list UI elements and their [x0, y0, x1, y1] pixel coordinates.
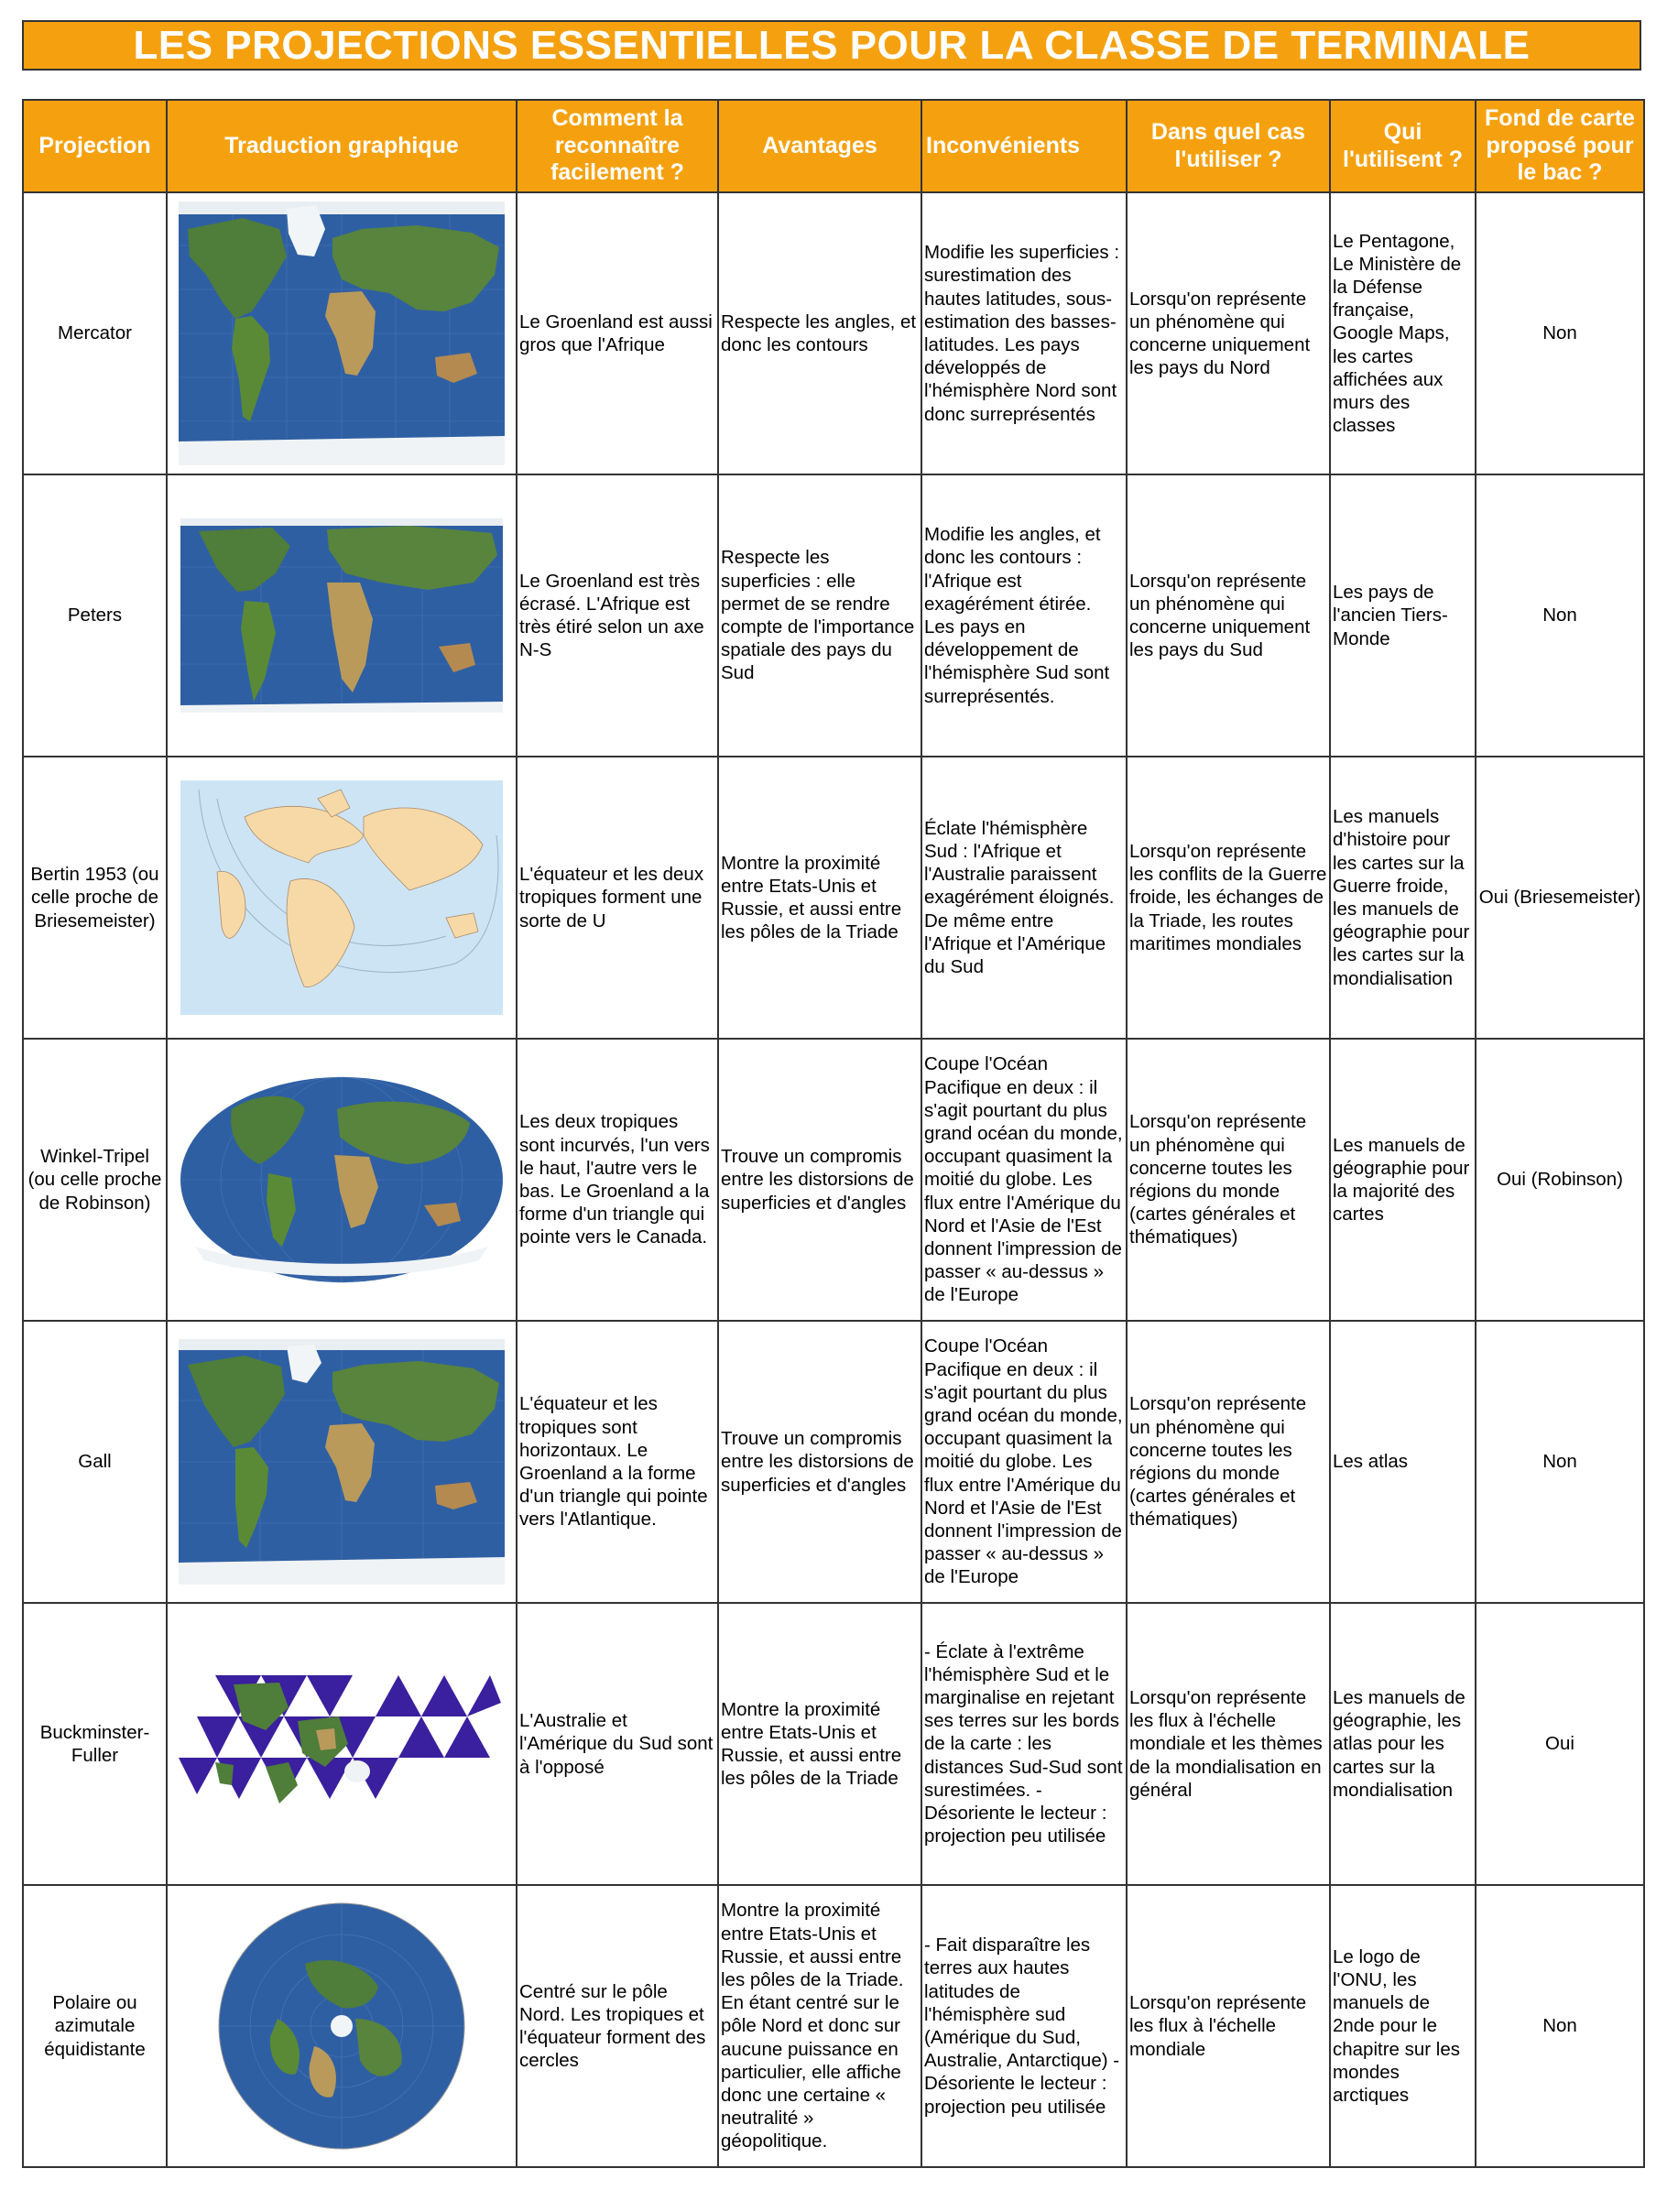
cell-inconvenients: Modifie les superficies : surestimation des hautes latitudes, sous-estimation des basses-latitudes. Les pays développés de l'hémisphère Nord sont donc surreprésentés: [921, 192, 1127, 474]
title-bar: [22, 20, 1641, 71]
header-avantages: Avantages: [718, 100, 921, 192]
cell-map: [167, 192, 517, 474]
cell-projection: Polaire ou azimutale équidistante: [23, 1885, 167, 2167]
header-cas: Dans quel cas l'utiliser ?: [1127, 100, 1330, 192]
cell-cas: Lorsqu'on représente un phénomène qui concerne toutes les régions du monde (cartes générales et thématiques): [1127, 1321, 1330, 1603]
cell-avantages: Montre la proximité entre Etats-Unis et Russie, et aussi entre les pôles de la Triade: [718, 1603, 921, 1885]
header-traduction: Traduction graphique: [167, 100, 517, 192]
header-reconnaitre: Comment la reconnaître facilement ?: [517, 100, 718, 192]
cell-cas: Lorsqu'on représente un phénomène qui concerne uniquement les pays du Sud: [1127, 474, 1330, 757]
cell-fond: Oui (Briesemeister): [1476, 757, 1644, 1039]
table-row: [23, 1603, 1644, 1885]
cell-qui: Le Pentagone, Le Ministère de la Défense française, Google Maps, les cartes affichées aux murs des classes: [1330, 192, 1476, 474]
cell-map: [167, 1039, 517, 1321]
cell-avantages: Montre la proximité entre Etats-Unis et Russie, et aussi entre les pôles de la Triade. En étant centré sur le pôle Nord et donc sur aucune puissance en particulier, elle affiche donc une certaine « neutralité » géopolitique.: [718, 1885, 921, 2167]
cell-avantages: Montre la proximité entre Etats-Unis et Russie, et aussi entre les pôles de la Triade: [718, 757, 921, 1039]
header-inconvenients: Inconvénients: [921, 100, 1127, 192]
cell-fond: Non: [1476, 192, 1644, 474]
cell-avantages: Trouve un compromis entre les distorsions de superficies et d'angles: [718, 1321, 921, 1603]
cell-fond: Oui (Robinson): [1476, 1039, 1644, 1321]
cell-avantages: Trouve un compromis entre les distorsions de superficies et d'angles: [718, 1039, 921, 1321]
table-row: [23, 757, 1644, 1039]
cell-qui: Les manuels d'histoire pour les cartes sur la Guerre froide, les manuels de géographie pour les cartes sur la mondialisation: [1330, 757, 1476, 1039]
cell-map: [167, 1885, 517, 2167]
table-row: [23, 192, 1644, 474]
header-qui: Qui l'utilisent ?: [1330, 100, 1476, 192]
cell-fond: Non: [1476, 474, 1644, 757]
cell-reconnaitre: Les deux tropiques sont incurvés, l'un vers le haut, l'autre vers le bas. Le Groenland a la forme d'un triangle qui pointe vers le Canada.: [517, 1039, 718, 1321]
cell-reconnaitre: L'équateur et les tropiques sont horizontaux. Le Groenland a la forme d'un triangle qui pointe vers l'Atlantique.: [517, 1321, 718, 1603]
table-row: [23, 1039, 1644, 1321]
cell-projection: Winkel-Tripel (ou celle proche de Robinson): [23, 1039, 167, 1321]
world-map-gall-icon: [179, 1339, 505, 1585]
table-row: [23, 1321, 1644, 1603]
cell-qui: Les manuels de géographie pour la majorité des cartes: [1330, 1039, 1476, 1321]
cell-reconnaitre: Centré sur le pôle Nord. Les tropiques et l'équateur forment des cercles: [517, 1885, 718, 2167]
cell-avantages: Respecte les superficies : elle permet de se rendre compte de l'importance spatiale des pays du Sud: [718, 474, 921, 757]
world-map-mercator-icon: [179, 202, 505, 465]
cell-inconvenients: Coupe l'Océan Pacifique en deux : il s'agit pourtant du plus grand océan du monde, occupant quasiment la moitié du globe. Les flux entre l'Amérique du Nord et l'Asie de l'Est donnent l'impression de passer « au-dessus » de l'Europe: [921, 1321, 1127, 1603]
cell-map: [167, 474, 517, 757]
cell-qui: Les pays de l'ancien Tiers-Monde: [1330, 474, 1476, 757]
world-map-winkel-tripel-icon: [177, 1073, 507, 1287]
cell-projection: Gall: [23, 1321, 167, 1603]
cell-fond: Oui: [1476, 1603, 1644, 1885]
cell-fond: Non: [1476, 1321, 1644, 1603]
world-map-bertin-icon: [180, 780, 503, 1015]
cell-avantages: Respecte les angles, et donc les contours: [718, 192, 921, 474]
cell-projection: Peters: [23, 474, 167, 757]
header-row: [23, 100, 1644, 192]
cell-qui: Les manuels de géographie, les atlas pour les cartes sur la mondialisation: [1330, 1603, 1476, 1885]
cell-map: [167, 1603, 517, 1885]
header-projection: Projection: [23, 100, 167, 192]
cell-qui: Les atlas: [1330, 1321, 1476, 1603]
cell-inconvenients: Modifie les angles, et donc les contours : l'Afrique est exagérément étirée. Les pays en développement de l'hémisphère Sud sont surreprésentés.: [921, 474, 1127, 757]
cell-cas: Lorsqu'on représente les flux à l'échelle mondiale et les thèmes de la mondialisation en général: [1127, 1603, 1330, 1885]
table-row: [23, 474, 1644, 757]
world-map-peters-icon: [180, 518, 503, 713]
table-row: [23, 1885, 1644, 2167]
cell-cas: Lorsqu'on représente les conflits de la Guerre froide, les échanges de la Triade, les routes maritimes mondiales: [1127, 757, 1330, 1039]
cell-projection: Buckminster-Fuller: [23, 1603, 167, 1885]
cell-projection: Bertin 1953 (ou celle proche de Briesemeister): [23, 757, 167, 1039]
cell-inconvenients: Éclate l'hémisphère Sud : l'Afrique et l'Australie paraissent exagérément éloignés. De même entre l'Afrique et l'Amérique du Sud: [921, 757, 1127, 1039]
cell-fond: Non: [1476, 1885, 1644, 2167]
cell-projection: Mercator: [23, 192, 167, 474]
cell-map: [167, 757, 517, 1039]
cell-inconvenients: Coupe l'Océan Pacifique en deux : il s'agit pourtant du plus grand océan du monde, occupant quasiment la moitié du globe. Les flux entre l'Amérique du Nord et l'Asie de l'Est donnent l'impression de passer « au-dessus » de l'Europe: [921, 1039, 1127, 1321]
cell-map: [167, 1321, 517, 1603]
cell-inconvenients: - Éclate à l'extrême l'hémisphère Sud et le marginalise en rejetant ses terres sur les bords de la carte : les distances Sud-Sud sont surestimées. - Désoriente le lecteur : projection peu utilisée: [921, 1603, 1127, 1885]
cell-reconnaitre: L'équateur et les deux tropiques forment une sorte de U: [517, 757, 718, 1039]
cell-inconvenients: - Fait disparaître les terres aux hautes latitudes de l'hémisphère sud (Amérique du Sud, Australie, Antarctique) - Désoriente le lecteur : projection peu utilisée: [921, 1885, 1127, 2167]
cell-reconnaitre: Le Groenland est très écrasé. L'Afrique est très étiré selon un axe N-S: [517, 474, 718, 757]
cell-cas: Lorsqu'on représente un phénomène qui concerne uniquement les pays du Nord: [1127, 192, 1330, 474]
cell-reconnaitre: L'Australie et l'Amérique du Sud sont à l'opposé: [517, 1603, 718, 1885]
cell-qui: Le logo de l'ONU, les manuels de 2nde pour le chapitre sur les mondes arctiques: [1330, 1885, 1476, 2167]
world-map-dymaxion-icon: [179, 1666, 505, 1822]
cell-cas: Lorsqu'on représente un phénomène qui concerne toutes les régions du monde (cartes générales et thématiques): [1127, 1039, 1330, 1321]
cell-cas: Lorsqu'on représente les flux à l'échelle mondiale: [1127, 1885, 1330, 2167]
cell-reconnaitre: Le Groenland est aussi gros que l'Afrique: [517, 192, 718, 474]
projections-table: [22, 99, 1645, 2168]
world-map-polar-azimuthal-icon: [204, 1900, 479, 2152]
header-fond: Fond de carte proposé pour le bac ?: [1476, 100, 1644, 192]
page-title: LES PROJECTIONS ESSENTIELLES POUR LA CLASSE DE TERMINALE: [133, 22, 1531, 68]
